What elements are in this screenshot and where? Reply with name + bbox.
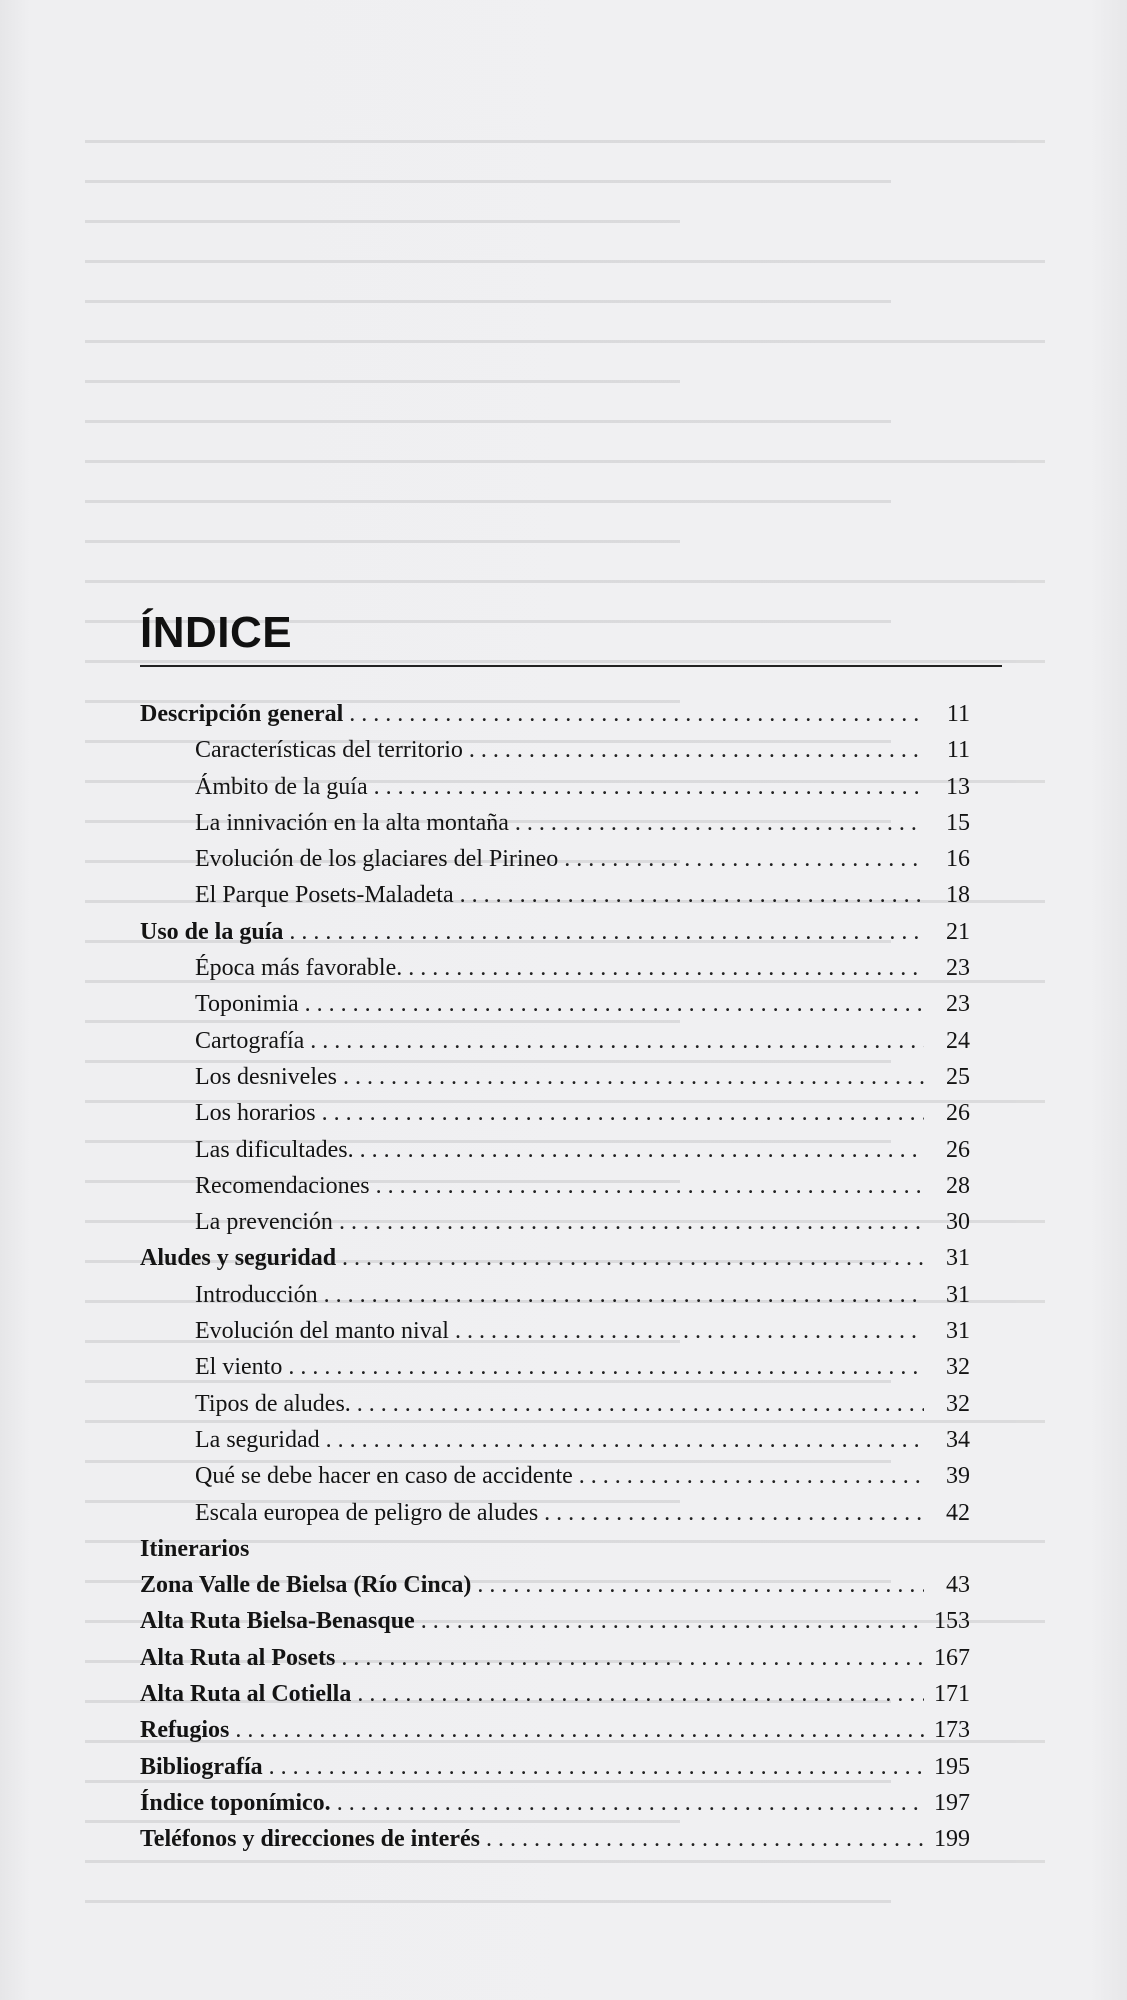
toc-entry: [140, 1095, 970, 1131]
toc-entry-page: 31: [946, 1245, 970, 1272]
toc-entry: [140, 1059, 970, 1095]
toc-entry: [140, 1277, 970, 1313]
toc-entry-title: Tipos de aludes.: [195, 1390, 351, 1417]
toc-entry-page: 28: [946, 1172, 970, 1199]
toc-entry-page: 21: [946, 918, 970, 945]
toc-entry-page: 171: [934, 1681, 970, 1708]
toc-entry-title: El viento: [195, 1354, 283, 1381]
dot-leader: [460, 877, 924, 913]
toc-entry: [140, 769, 970, 805]
toc-entry-title: Alta Ruta al Posets: [140, 1644, 336, 1671]
dot-leader: [269, 1749, 924, 1785]
toc-entry-title: Itinerarios: [140, 1535, 250, 1562]
toc-entry: [140, 1640, 970, 1676]
toc-entry-title: La innivación en la alta montaña: [195, 809, 509, 836]
toc-entry: [140, 1386, 970, 1422]
dot-leader: [360, 1132, 924, 1168]
toc-entry: [140, 805, 970, 841]
toc-entry: [140, 1313, 970, 1349]
toc-entry-page: 13: [946, 773, 970, 800]
toc-entry-title: Introducción: [195, 1281, 318, 1308]
toc-entry-title: Características del territorio: [195, 737, 463, 764]
toc-entry-title: Descripción general: [140, 701, 344, 727]
toc-entry-page: 39: [946, 1463, 970, 1490]
dot-leader: [305, 986, 924, 1022]
dot-leader: [310, 1023, 924, 1059]
toc-entry-page: 42: [946, 1499, 970, 1526]
toc-entry: [140, 1023, 970, 1059]
toc-entry-title: Alta Ruta Bielsa-Benasque: [140, 1608, 415, 1635]
toc-entry: [140, 950, 970, 986]
toc-entry: [140, 877, 970, 913]
toc-entry-page: 23: [946, 991, 970, 1018]
toc-entry-title: Los desniveles: [195, 1063, 337, 1090]
toc-entry-title: El Parque Posets-Maladeta: [195, 882, 454, 909]
dot-leader: [288, 1349, 924, 1385]
toc-entry: [140, 1749, 970, 1785]
dot-leader: [408, 950, 924, 986]
toc-entry-page: 24: [946, 1027, 970, 1054]
toc-entry-page: 173: [934, 1717, 970, 1744]
dot-leader: [339, 1204, 924, 1240]
toc-entry-page: 23: [946, 955, 970, 982]
dot-leader: [477, 1567, 924, 1603]
dot-leader: [343, 1059, 924, 1095]
dot-leader: [357, 1386, 924, 1422]
toc-entry-page: 31: [946, 1318, 970, 1345]
toc-entry: [140, 1168, 970, 1204]
toc-entry: [140, 1458, 970, 1494]
toc-entry-page: 30: [946, 1209, 970, 1236]
toc-entry-title: Qué se debe hacer en caso de accidente: [195, 1463, 573, 1490]
toc-entry: [140, 1676, 970, 1712]
dot-leader: [357, 1676, 924, 1712]
toc-entry-title: Ámbito de la guía: [195, 773, 368, 800]
title-rule: [140, 665, 1002, 667]
toc-entry-page: 31: [946, 1281, 970, 1308]
toc-entry: [140, 1240, 970, 1276]
toc-entry-page: 16: [946, 846, 970, 873]
toc-entry: [140, 1603, 970, 1639]
dot-leader: [421, 1603, 924, 1639]
toc-entry: [140, 1821, 970, 1857]
toc-entry-page: 32: [946, 1390, 970, 1417]
toc-entry: [140, 986, 970, 1022]
toc-entry-title: Los horarios: [195, 1100, 316, 1127]
dot-leader: [322, 1095, 924, 1131]
toc-entry-page: 26: [946, 1100, 970, 1127]
dot-leader: [564, 841, 924, 877]
toc-entry-title: Alta Ruta al Cotiella: [140, 1681, 352, 1708]
dot-leader: [235, 1712, 924, 1748]
dot-leader: [486, 1821, 924, 1857]
toc-entry-page: 11: [946, 701, 970, 727]
toc-entry-page: 167: [934, 1644, 970, 1671]
toc-entry-title: Toponimia: [195, 991, 299, 1018]
toc-entry-page: 43: [946, 1572, 970, 1599]
toc-entry: [140, 914, 970, 950]
toc-entry-page: 11: [946, 737, 970, 764]
toc-entry-page: 197: [934, 1789, 970, 1816]
toc-entry: [140, 732, 970, 768]
toc-entry-page: 32: [946, 1354, 970, 1381]
dot-leader: [374, 769, 924, 805]
toc-entry: [140, 1495, 970, 1531]
toc-entry-page: 199: [934, 1826, 970, 1853]
toc-entry-title: Uso de la guía: [140, 918, 284, 945]
toc-entry-title: Las dificultades.: [195, 1136, 354, 1163]
toc-entry: [140, 1567, 970, 1603]
dot-leader: [515, 805, 924, 841]
toc-entry-title: Escala europea de peligro de aludes: [195, 1499, 539, 1526]
dot-leader: [337, 1785, 924, 1821]
dot-leader: [579, 1458, 924, 1494]
page-title: ÍNDICE: [140, 608, 293, 657]
toc-entry-page: 25: [946, 1063, 970, 1090]
dot-leader: [469, 732, 924, 768]
dot-leader: [544, 1495, 924, 1531]
toc-entry: [140, 1422, 970, 1458]
dot-leader: [455, 1313, 924, 1349]
toc-entry-title: Índice toponímico.: [140, 1789, 331, 1816]
toc-entry-title: Evolución del manto nival: [195, 1318, 449, 1345]
toc-entry: [140, 841, 970, 877]
toc-entry: [140, 1204, 970, 1240]
dot-leader: [349, 696, 924, 732]
toc-entry-title: Época más favorable.: [195, 955, 403, 982]
toc-entry: [140, 1531, 970, 1567]
toc-entry-page: 153: [934, 1608, 970, 1635]
toc-entry-title: Cartografía: [195, 1027, 305, 1054]
table-of-contents: [140, 696, 970, 1858]
toc-entry-title: Evolución de los glaciares del Pirineo: [195, 846, 559, 873]
toc-entry: [140, 1132, 970, 1168]
toc-entry-page: 18: [946, 882, 970, 909]
toc-entry-title: Bibliografía: [140, 1753, 263, 1780]
dot-leader: [341, 1640, 924, 1676]
dot-leader: [324, 1277, 924, 1313]
toc-entry-page: 195: [934, 1753, 970, 1780]
toc-entry-page: 15: [946, 809, 970, 836]
toc-entry-page: 34: [946, 1426, 970, 1453]
toc-entry-title: La seguridad: [195, 1426, 320, 1453]
toc-entry: [140, 1349, 970, 1385]
toc-entry: [140, 696, 970, 732]
dot-leader: [342, 1240, 924, 1276]
toc-entry-title: Refugios: [140, 1717, 230, 1744]
dot-leader: [289, 914, 924, 950]
toc-entry-page: 26: [946, 1136, 970, 1163]
toc-entry: [140, 1712, 970, 1748]
toc-entry-title: Aludes y seguridad: [140, 1245, 337, 1272]
toc-entry-title: Teléfonos y direcciones de interés: [140, 1826, 480, 1853]
dot-leader: [376, 1168, 924, 1204]
toc-entry: [140, 1785, 970, 1821]
toc-entry-title: La prevención: [195, 1209, 333, 1236]
toc-entry-title: Recomendaciones: [195, 1172, 370, 1199]
dot-leader: [326, 1422, 924, 1458]
toc-entry-title: Zona Valle de Bielsa (Río Cinca): [140, 1572, 472, 1599]
